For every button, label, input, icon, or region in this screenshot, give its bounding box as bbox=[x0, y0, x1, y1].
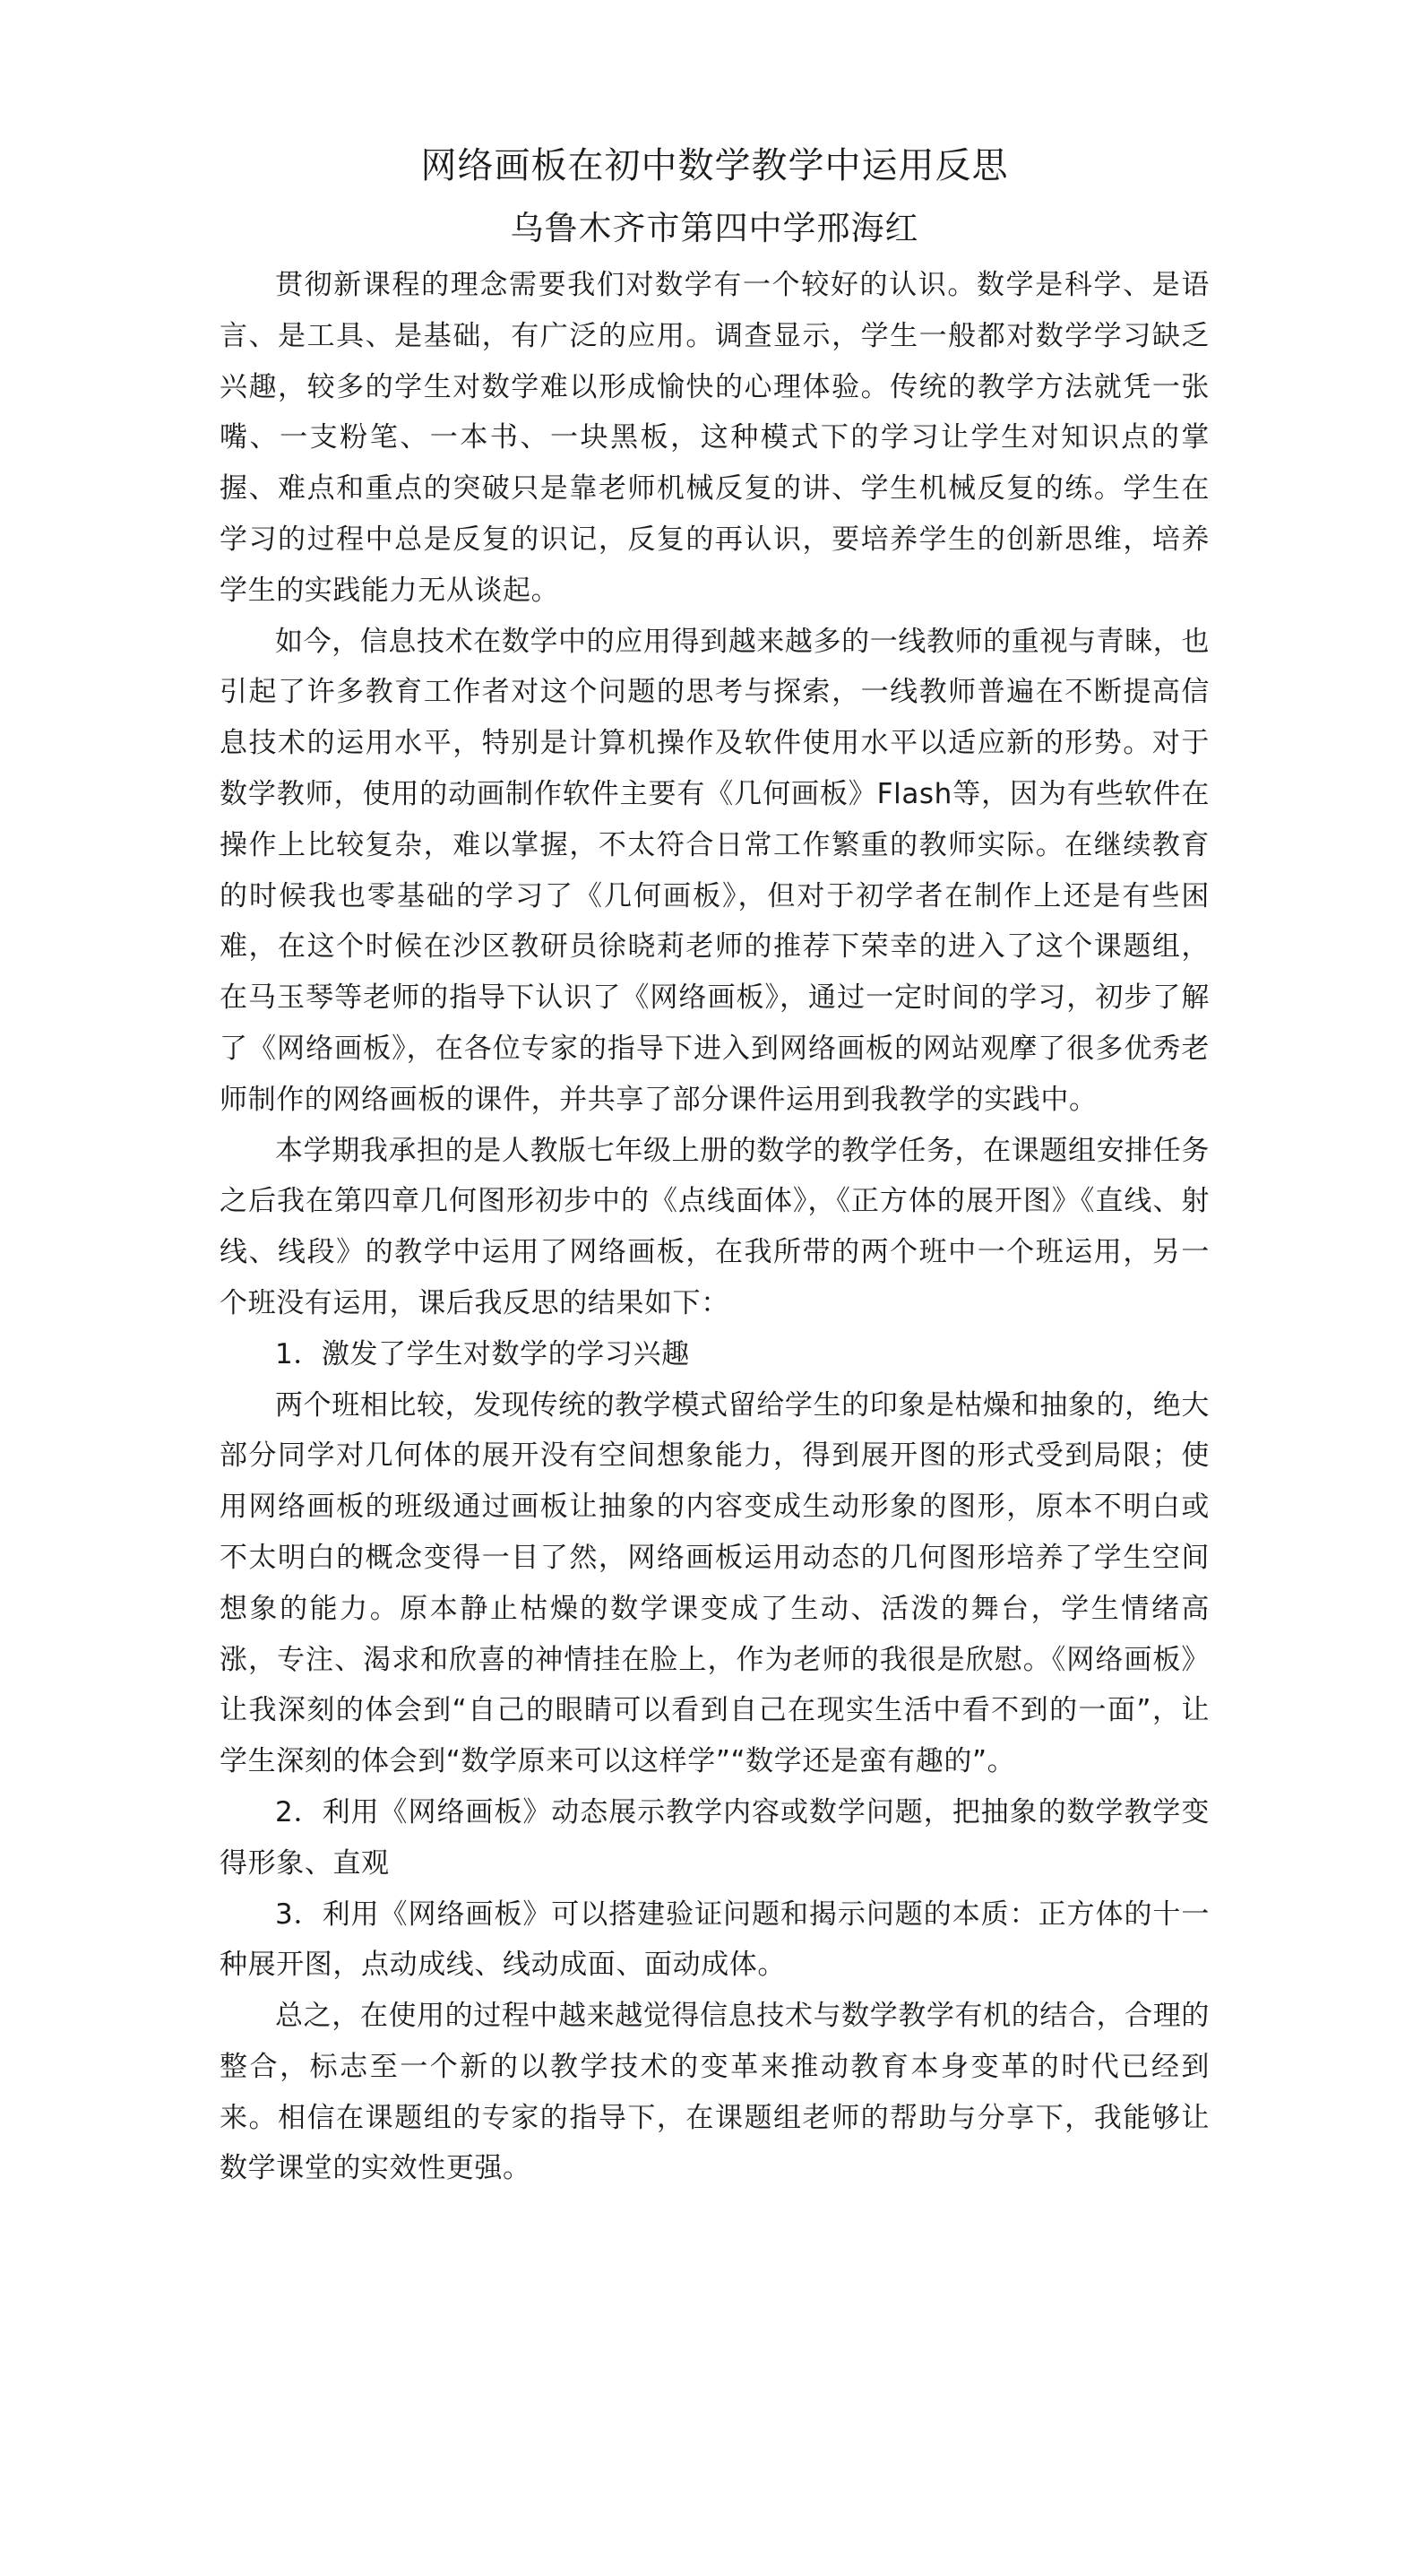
paragraph-comparison: 两个班相比较，发现传统的教学模式留给学生的印象是枯燥和抽象的，绝大部分同学对几何体的展开没有空间想象能力，得到展开图的形式受到局限；使用网络画板的班级通过画板让抽象的内容变成生动形象的图形，原本不明白或不太明白的概念变得一目了然，网络画板运用动态的几何图形培养了学生空间想象的能力。原本静止枯燥的数学课变成了生动、活泼的舞台，学生情绪高涨，专注、渴求和欣喜的神情挂在脸上，作为老师的我很是欣慰。《网络画板》让我深刻的体会到“自己的眼睛可以看到自己在现实生活中看不到的一面”，让学生深刻的体会到“数学原来可以这样学”“数学还是蛮有趣的”。 bbox=[220, 1388, 1210, 1778]
section-heading-3: 3．利用《网络画板》可以搭建验证问题和揭示问题的本质：正方体的十一种展开图，点动成线、线动成面、面动成体。 bbox=[220, 1897, 1210, 1982]
page-title: 网络画板在初中数学教学中运用反思 bbox=[420, 145, 1009, 186]
section-heading-2: 2．利用《网络画板》动态展示教学内容或数学问题，把抽象的数学教学变得形象、直观 bbox=[220, 1795, 1210, 1880]
document-body bbox=[220, 134, 1210, 2194]
paragraph-conclusion: 总之，在使用的过程中越来越觉得信息技术与数学教学有机的结合，合理的整合，标志至一个新的以教学技术的变革来推动教育本身变革的时代已经到来。相信在课题组的专家的指导下，在课题组老师的帮助与分享下，我能够让数学课堂的实效性更强。 bbox=[220, 2000, 1210, 2185]
paragraph-background: 如今，信息技术在数学中的应用得到越来越多的一线教师的重视与青睐，也引起了许多教育工作者对这个问题的思考与探索，一线教师普遍在不断提高信息技术的运用水平，特别是计算机操作及软件使用水平以适应新的形势。对于数学教师，使用的动画制作软件主要有《几何画板》Flash等，因为有些软件在操作上比较复杂，难以掌握，不太符合日常工作繁重的教师实际。在继续教育的时候我也零基础的学习了《几何画板》，但对于初学者在制作上还是有些困难，在这个时候在沙区教研员徐晓莉老师的推荐下荣幸的进入了这个课题组，在马玉琴等老师的指导下认识了《网络画板》，通过一定时间的学习，初步了解了《网络画板》，在各位专家的指导下进入到网络画板的网站观摩了很多优秀老师制作的网络画板的课件，并共享了部分课件运用到我教学的实践中。 bbox=[220, 625, 1210, 1116]
paragraph-intro: 贯彻新课程的理念需要我们对数学有一个较好的认识。数学是科学、是语言、是工具、是基础，有广泛的应用。调查显示，学生一般都对数学学习缺乏兴趣，较多的学生对数学难以形成愉快的心理体验。传统的教学方法就凭一张嘴、一支粉笔、一本书、一块黑板，这种模式下的学习让学生对知识点的掌握、难点和重点的突破只是靠老师机械反复的讲、学生机械反复的练。学生在学习的过程中总是反复的识记，反复的再认识，要培养学生的创新思维，培养学生的实践能力无从谈起。 bbox=[220, 269, 1210, 607]
author-line: 乌鲁木齐市第四中学邢海红 bbox=[510, 209, 919, 247]
section-heading-1: 1．激发了学生对数学的学习兴趣 bbox=[275, 1337, 690, 1370]
paragraph-teaching-task: 本学期我承担的是人教版七年级上册的数学的教学任务，在课题组安排任务之后我在第四章几何图形初步中的《点线面体》，《正方体的展开图》《直线、射线、线段》的教学中运用了网络画板，在我所带的两个班中一个班运用，另一个班没有运用，课后我反思的结果如下： bbox=[220, 1134, 1210, 1319]
